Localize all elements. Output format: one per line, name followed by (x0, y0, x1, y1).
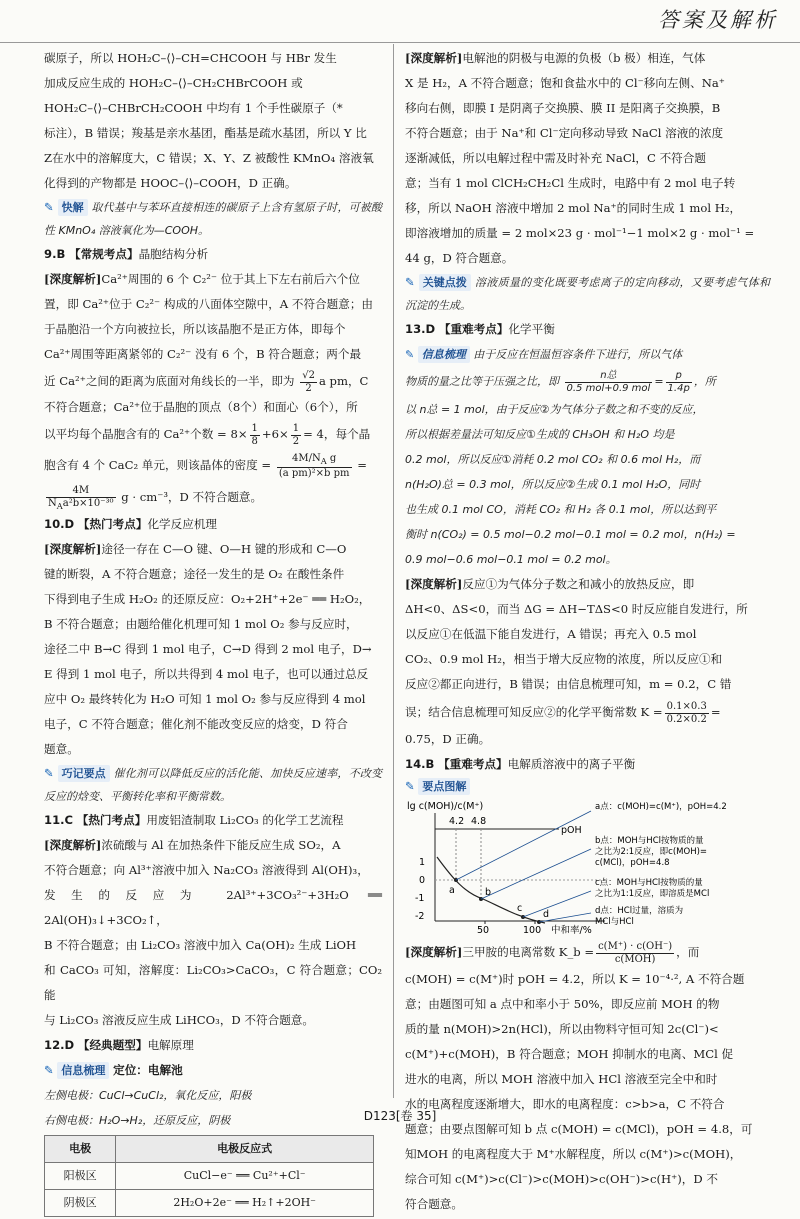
para: 应中 O₂ 最终转化为 H₂O 可知 1 mol O₂ 参与反应得到 4 mol (44, 692, 366, 706)
para: 移向右侧，即膜 I 是阴离子交换膜、膜 II 是阳离子交换膜，B (405, 101, 721, 115)
denominator: c(MOH) (614, 953, 656, 965)
q12-heading (44, 1033, 382, 1058)
annotation-d: d点：HCl过量，溶质为 (595, 906, 684, 916)
annotation-a: a点：c(MOH)=c(M⁺)，pOH=4.2 (595, 802, 727, 812)
text: a pm，C (318, 374, 369, 388)
point-label-d: d (543, 909, 550, 920)
chart-ylabel: lg c(MOH)/c(M⁺) (407, 801, 484, 812)
question-tag: 【常规考点】 (69, 247, 139, 261)
text: 定位：电解池 (113, 1063, 183, 1077)
para (44, 367, 382, 395)
info-line: 物质的量之比等于压强之比，即 $\frac{\text{n总}}{\text{0.5 mol+0.9 mol}}$ = $\frac{p}{1.4p}$ ，所 (405, 369, 716, 394)
para: 于晶胞沿一个方向被拉长，所以该晶胞不是正方体，即每个 (44, 322, 346, 336)
annotation-b: 之比为2:1反应，即c(MOH)= (595, 847, 708, 857)
info-line: 0.9 mol−0.6 mol−0.1 mol = 0.2 mol。 (405, 553, 617, 566)
para: B 不符合题意；由 Li₂CO₃ 溶液中加入 Ca(OH)₂ 生成 LiOH (44, 938, 357, 952)
table-cell: 阴极区 (45, 1190, 116, 1217)
question-tag: 【热门考点】 (77, 517, 148, 531)
density-result-fraction: $\frac{4M}{N_Aa^2b\times 10^{-30}}$ (48, 484, 114, 511)
question-tag: 【热门考点】 (76, 813, 147, 827)
text: ，而 (676, 945, 700, 959)
para: 不符合题意；向 Al³⁺溶液中加入 Na₂CO₃ 溶液得到 Al(OH)₃， (44, 863, 369, 877)
para: 移，所以 NaOH 溶液中增加 2 mol Na⁺的同时生成 1 mol H₂， (405, 201, 742, 215)
question-number: 13.D (405, 322, 436, 336)
question-topic: 用废铝渣制取 Li₂CO₃ 的化学工艺流程 (146, 813, 344, 827)
question-number: 10.D (44, 517, 75, 531)
question-topic: 晶胞结构分析 (138, 247, 209, 261)
tip-qiao (44, 762, 382, 808)
para (405, 937, 770, 967)
q9-heading (44, 242, 382, 267)
para: 不符合题意；由于 Na⁺和 Cl⁻定向移动导致 NaCl 溶液的浓度 (405, 126, 724, 140)
text: 胞含有 4 个 CaC₂ 单元，则该晶体的密度 = (44, 458, 272, 472)
para: 以反应①在低温下能自发进行，A 错误；再充入 0.5 mol (405, 627, 697, 641)
top-tick: 4.8 (471, 816, 487, 827)
para: CO₂、0.9 mol H₂，相当于增大反应物的浓度，所以反应①和 (405, 652, 723, 666)
q14-heading (405, 752, 770, 777)
table-header-row (45, 1136, 374, 1163)
text: 由于反应在恒温恒容条件下进行，所以气体 (473, 348, 683, 361)
para: 0.75，D 正确。 (405, 732, 491, 746)
info-line: 也生成 0.1 mol CO，消耗 CO₂ 和 H₂ 各 0.1 mol，所以达到平 (405, 503, 717, 516)
table-row (45, 1190, 374, 1217)
text: +6× (261, 427, 289, 441)
q11-heading (44, 808, 382, 833)
info-line: 所以根据差量法可知反应①生成的 CH₃OH 和 H₂O 均是 (405, 428, 675, 441)
annotation-c: 之比为1:1反应，即溶质是MCl (595, 889, 710, 899)
para: 意；当有 1 mol ClCH₂CH₂Cl 生成时，电路中有 2 mol 电子转 (405, 176, 736, 190)
x-tick-label: 50 (477, 925, 490, 935)
para: 发生的反应为 2Al³⁺+3CO₃²⁻+3H₂O ══ 2Al(OH)₃↓+3CO₂↑， (44, 888, 382, 927)
question-number: 11.C (44, 813, 74, 827)
analysis-tag: [深度解析] (44, 272, 102, 286)
note-line: 右侧电极：H₂O→H₂，还原反应，阴极 (44, 1114, 231, 1127)
header-rule (0, 42, 800, 43)
fraction (565, 370, 653, 395)
info-line: 以 n总 = 1 mol，由于反应②为气体分子数之和不变的反应， (405, 403, 704, 416)
fraction-1-2: $\frac{1}{2}$ (292, 422, 300, 447)
fraction (665, 701, 709, 726)
para: 和 CaCO₃ 可知，溶解度：Li₂CO₃>CaCO₃，C 符合题意；CO₂ 能 (44, 963, 382, 1002)
para (44, 420, 382, 448)
text: 电解池的阴极与电源的负极（b 极）相连，气体 (462, 51, 706, 65)
text: ，所 (693, 375, 716, 388)
density-fraction: $\frac{4M/N_A g}{\text{(a pm)²×b pm}}$ (278, 452, 350, 479)
annotation-d: MCl与HCl (595, 917, 634, 927)
para: 意；由题图可知 a 点中和率小于 50%，即反应前 MOH 的物 (405, 997, 720, 1011)
tip-text: 催化剂可以降低反应的活化能、加快反应速率，不改变反应的焓变、平衡转化率和平衡常数。 (44, 767, 383, 803)
info-tag: 信息梳理 (418, 346, 470, 363)
denominator: 0.5 mol+0.9 mol (566, 382, 651, 394)
numerator: c(M⁺) · c(OH⁻) (598, 940, 673, 952)
y-tick: -1 (415, 893, 425, 904)
annotation-b: c(MCl)，pOH=4.8 (595, 858, 670, 868)
info-sort (44, 1058, 382, 1083)
right-column (405, 46, 770, 1217)
info-line (405, 342, 770, 367)
text: 浓硫酸与 Al 在加热条件下能反应生成 SO₂，A (101, 838, 341, 852)
para: 胞含有 4 个 CaC₂ 单元，则该晶体的密度 = $\frac{4M/N_A g}{\text{(a pm)²×b pm}}$ = (44, 452, 367, 479)
question-number: 12.D (44, 1038, 75, 1052)
question-tag: 【重难考点】 (438, 757, 508, 771)
para (405, 697, 770, 727)
para: 逐渐减低，所以电解过程中需及时补充 NaCl，C 不符合题 (405, 151, 706, 165)
text: 近 Ca²⁺之间的距离为底面对角线长的一半，即为 (44, 374, 295, 388)
info-line: 0.2 mol，所以反应①消耗 0.2 mol CO₂ 和 0.6 mol H₂，而 (405, 453, 701, 466)
question-topic: 电解原理 (147, 1038, 194, 1052)
para: 即溶液增加的质量 = 2 mol×23 g · mol⁻¹−1 mol×2 g · mol⁻¹ = (405, 226, 755, 240)
para: 质的量 n(MOH)>2n(HCl)，所以由物料守恒可知 2c(Cl⁻)< (405, 1022, 719, 1036)
denominator: 0.2×0.2 (666, 713, 707, 725)
para: X 是 H₂，A 不符合题意；饱和食盐水中的 Cl⁻移向左侧、Na⁺ (405, 76, 725, 90)
para: 符合题意。 (405, 1197, 463, 1211)
para: HOH₂C–⟨⟩–CHBrCH₂COOH 中均有 1 个手性碳原子（* (44, 101, 343, 115)
tip-guanjian (405, 271, 770, 317)
pen-icon: ✎ (405, 348, 415, 361)
text: 三甲胺的电离常数 K_b = (462, 945, 595, 959)
neutralization-chart (405, 797, 765, 935)
question-topic: 电解质溶液中的离子平衡 (507, 757, 636, 771)
q13-heading (405, 317, 770, 342)
annotation-c: c点：MOH与HCl按物质的量 (595, 878, 703, 888)
analysis-tag: [深度解析] (405, 945, 463, 959)
fraction (666, 370, 692, 395)
top-tick: 4.2 (449, 816, 465, 827)
table-cell: 2H₂O+2e⁻ ══ H₂↑+2OH⁻ (116, 1190, 374, 1217)
analysis-tag: [深度解析] (405, 577, 463, 591)
text: 以平均每个晶胞含有的 Ca²⁺个数 = 8× (44, 427, 248, 441)
question-number: 9.B (44, 247, 66, 261)
para: 水的电离程度逐渐增大，即水的电离程度：c>b>a，C 不符合 (405, 1097, 725, 1111)
para: 下得到电子生成 H₂O₂ 的还原反应：O₂+2H⁺+2e⁻ ══ H₂O₂， (44, 592, 371, 606)
text: = 4，每个晶 (303, 427, 371, 441)
left-column (44, 46, 382, 1219)
column-divider (393, 44, 394, 1098)
point-label-a: a (449, 885, 455, 896)
denominator: 1.4p (667, 382, 690, 394)
y-tick: -2 (415, 911, 425, 922)
tip-tag: 快解 (58, 199, 88, 216)
figure-label (405, 777, 770, 795)
table-header: 电极 (45, 1136, 116, 1163)
question-tag: 【重难考点】 (438, 322, 509, 336)
para: c(MOH) = c(M⁺)时 pOH = 4.2，所以 K = 10⁻⁴·², A 不符合题 (405, 972, 745, 986)
page-header-title: 答案及解析 (658, 8, 778, 32)
para: c(M⁺)+c(MOH)，B 符合题意；MOH 抑制水的电离、MCl 促 (405, 1047, 734, 1061)
electrode-table (44, 1135, 374, 1217)
table-cell: 阳极区 (45, 1163, 116, 1190)
para: Ca²⁺周围等距离紧邻的 C₂²⁻ 没有 6 个，B 符合题意；两个最 (44, 347, 362, 361)
pen-icon: ✎ (44, 200, 54, 214)
analysis-tag: [深度解析] (405, 51, 463, 65)
ph-axis-label: pOH (561, 825, 582, 836)
point-label-c: c (517, 903, 523, 914)
text: g · cm⁻³，D 不符合题意。 (121, 490, 263, 504)
para: 与 Li₂CO₃ 溶液反应生成 LiHCO₃，D 不符合题意。 (44, 1013, 314, 1027)
para: B 不符合题意；由题给催化机理可知 1 mol O₂ 参与反应时， (44, 617, 358, 631)
numerator: n总 (565, 370, 653, 383)
info-line: 衡时 n(CO₂) = 0.5 mol−0.2 mol−0.1 mol = 0.2 mol，n(H₂) = (405, 528, 736, 541)
table-row (45, 1163, 374, 1190)
para: 加成反应生成的 HOH₂C–⟨⟩–CH₂CHBrCOOH 或 (44, 76, 303, 90)
analysis-tag: [深度解析] (44, 542, 102, 556)
question-topic: 化学平衡 (508, 322, 555, 336)
note-line: 左侧电极：CuCl→CuCl₂，氧化反应，阳极 (44, 1089, 252, 1102)
para: 综合可知 c(M⁺)>c(Cl⁻)>c(MOH)>c(OH⁻)>c(H⁺)，D 不 (405, 1172, 718, 1186)
annotation-b: b点：MOH与HCl按物质的量 (595, 836, 704, 846)
para: 标注），B 错误；羧基是亲水基团，酯基是疏水基团，所以 Y 比 (44, 126, 367, 140)
para: 电子，C 不符合题意；催化剂不能改变反应的焓变，D 符合 (44, 717, 348, 731)
para (44, 482, 382, 512)
question-topic: 化学反应机理 (147, 517, 218, 531)
para (405, 572, 770, 597)
table-cell: CuCl−e⁻ ══ Cu²⁺+Cl⁻ (116, 1163, 374, 1190)
x-tick-label: 100 (523, 925, 542, 935)
tip-kuai (44, 196, 382, 242)
analysis-tag: [深度解析] (44, 838, 102, 852)
numerator: 0.1×0.3 (666, 700, 707, 712)
tip-text: 取代基中与苯环直接相连的碳原子上含有氢原子时，可被酸性 KMnO₄ 溶液氧化为—COOH。 (44, 201, 383, 237)
q10-heading (44, 512, 382, 537)
text: 误；结合信息梳理可知反应②的化学平衡常数 K = (405, 705, 663, 719)
para: 反应②都正向进行，B 错误；由信息梳理可知，m = 0.2，C 错 (405, 677, 732, 691)
para: 碳原子，所以 HOH₂C–⟨⟩–CH=CHCOOH 与 HBr 发生 (44, 51, 337, 65)
para: 题意。 (44, 742, 79, 756)
fraction-sqrt2-over-2: $\frac{√2}{2}$ (302, 369, 315, 394)
para: 途径二中 B→C 得到 1 mol 电子，C→D 得到 2 mol 电子，D→ (44, 642, 372, 656)
figure-tag: 要点图解 (418, 778, 470, 795)
para: E 得到 1 mol 电子，所以共得到 4 mol 电子，也可以通过总反 (44, 667, 369, 681)
para: 化得到的产物都是 HOOC–⟨⟩–COOH，D 正确。 (44, 176, 297, 190)
y-tick: 1 (419, 857, 426, 868)
numerator: p (666, 370, 692, 383)
para (44, 267, 382, 292)
para: 知MOH 的电离程度大于 M⁺水解程度，所以 c(M⁺)>c(MOH)， (405, 1147, 742, 1161)
text: = (710, 705, 721, 719)
para: 不符合题意；Ca²⁺位于晶胞的顶点（8个）和面心（6个），所 (44, 400, 358, 414)
pen-icon: ✎ (44, 766, 54, 780)
text: 物质的量之比等于压强之比，即 (405, 375, 559, 388)
para (44, 833, 382, 858)
arrow-c (523, 891, 591, 917)
tip-text: 溶液质量的变化既要考虑离子的定向移动，又要考虑气体和沉淀的生成。 (405, 276, 771, 312)
point-label-b: b (485, 887, 492, 898)
table-header: 电极反应式 (116, 1136, 374, 1163)
arrow-b (481, 849, 591, 899)
tip-tag: 关键点拨 (419, 274, 471, 291)
para (405, 46, 770, 71)
fraction (596, 941, 674, 966)
pen-icon: ✎ (405, 779, 415, 793)
pen-icon: ✎ (44, 1063, 54, 1077)
chart-xlabel: 中和率/% (551, 925, 592, 935)
para: Z在水中的溶解度大，C 错误；X、Y、Z 被酸性 KMnO₄ 溶液氧 (44, 151, 374, 165)
page-footer: D123[卷 35] (363, 1109, 437, 1123)
para: 进水的电离，所以 MOH 溶液中加入 HCl 溶液至完全中和时 (405, 1072, 718, 1086)
text: Ca²⁺周围的 6 个 C₂²⁻ 位于其上下左右前后六个位 (101, 272, 360, 286)
y-tick: 0 (419, 875, 426, 886)
para: 键的断裂，A 不符合题意；途径一发生的是 O₂ 在酸性条件 (44, 567, 345, 581)
para: 置，即 Ca²⁺位于 C₂²⁻ 构成的八面体空隙中，A 不符合题意；由 (44, 297, 374, 311)
fraction-1-8: $\frac{1}{8}$ (251, 422, 258, 447)
para: 44 g，D 符合题意。 (405, 251, 514, 265)
para (44, 537, 382, 562)
text: 途径一存在 C—O 键、O—H 键的形成和 C—O (101, 542, 347, 556)
pen-icon: ✎ (405, 275, 415, 289)
para: 题意；由要点图解可知 b 点 c(MOH) = c(MCl)，pOH = 4.8，可 (405, 1122, 753, 1136)
para: ΔH<0、ΔS<0，而当 ΔG = ΔH−TΔS<0 时反应能自发进行，所 (405, 602, 748, 616)
info-tag: 信息梳理 (57, 1062, 109, 1079)
text: 反应①为气体分子数之和减小的放热反应，即 (462, 577, 695, 591)
question-tag: 【经典题型】 (77, 1038, 148, 1052)
tip-tag: 巧记要点 (58, 765, 110, 782)
question-number: 14.B (405, 757, 435, 771)
info-line: n(H₂O)总 = 0.3 mol，所以反应②生成 0.1 mol H₂O，同时 (405, 478, 701, 491)
